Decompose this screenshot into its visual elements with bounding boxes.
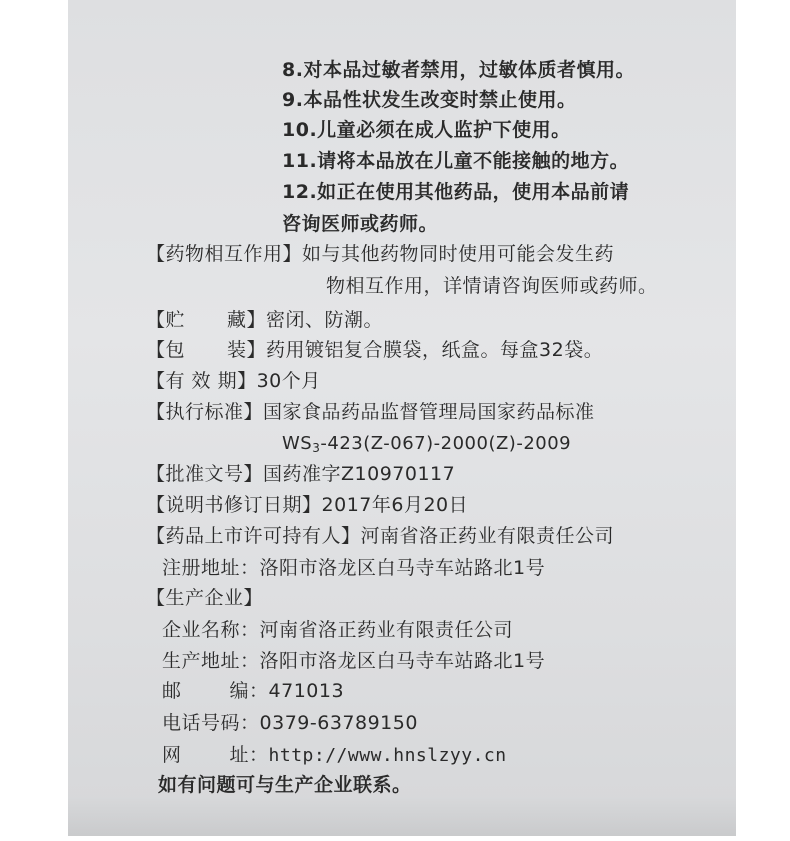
standard-label: 【执行标准】 bbox=[146, 401, 264, 423]
storage-section bbox=[146, 308, 383, 332]
validity-section bbox=[146, 369, 321, 393]
standard-ws-rest: -423(Z-067)-2000(Z)-2009 bbox=[320, 433, 572, 454]
paper-edge-shadow bbox=[68, 796, 736, 836]
warning-item-9: 9.本品性状发生改变时禁止使用。 bbox=[282, 89, 577, 111]
contact-note: 如有问题可与生产企业联系。 bbox=[158, 774, 412, 796]
validity-value: 30个月 bbox=[256, 370, 321, 392]
postcode-value: 471013 bbox=[268, 680, 345, 702]
interaction-text-line2: 物相互作用，详情请咨询医师或药师。 bbox=[326, 275, 658, 297]
revision-section bbox=[146, 493, 468, 517]
standard-ws-code bbox=[282, 432, 571, 460]
interaction-label: 【药物相互作用】 bbox=[146, 243, 303, 265]
manufacturer-postcode bbox=[162, 679, 344, 703]
package-label-open: 【包 bbox=[146, 339, 186, 361]
warning-item-8: 8.对本品过敏者禁用，过敏体质者慎用。 bbox=[282, 59, 635, 81]
validity-label: 【有 效 期】 bbox=[146, 370, 257, 392]
warning-item-12-line1: 12.如正在使用其他药品，使用本品前请 bbox=[282, 181, 630, 203]
warning-item-12-line2: 咨询医师或药师。 bbox=[282, 213, 439, 235]
website-label-b: 址： bbox=[229, 744, 269, 766]
interaction-section bbox=[146, 242, 614, 266]
package-value: 药用镀铝复合膜袋，纸盒。每盒32袋。 bbox=[266, 339, 604, 361]
website-value: http://www.hnslzyy.cn bbox=[268, 745, 507, 766]
storage-label-open: 【贮 bbox=[146, 309, 186, 331]
interaction-text-line1: 如与其他药物同时使用可能会发生药 bbox=[302, 243, 615, 265]
holder-address-value: 洛阳市洛龙区白马寺车站路北1号 bbox=[259, 557, 546, 579]
revision-label: 【说明书修订日期】 bbox=[146, 494, 322, 516]
manufacturer-address bbox=[162, 649, 545, 673]
website-label-a: 网 bbox=[162, 744, 182, 766]
standard-ws-prefix: WS bbox=[282, 433, 313, 454]
standard-ws-sub: 3 bbox=[312, 441, 321, 455]
manufacturer-address-label: 生产地址： bbox=[162, 650, 260, 672]
storage-label-close: 藏】 bbox=[227, 309, 267, 331]
postcode-label-a: 邮 bbox=[162, 680, 182, 702]
warning-item-10: 10.儿童必须在成人监护下使用。 bbox=[282, 119, 571, 141]
standard-section bbox=[146, 400, 595, 424]
package-section bbox=[146, 338, 603, 362]
approval-section bbox=[146, 462, 455, 486]
manufacturer-name-label: 企业名称： bbox=[162, 619, 260, 641]
revision-value: 2017年6月20日 bbox=[321, 494, 469, 516]
approval-value: 国药准字Z10970117 bbox=[263, 463, 456, 485]
storage-value: 密闭、防潮。 bbox=[266, 309, 384, 331]
manufacturer-website bbox=[162, 743, 507, 768]
manufacturer-phone bbox=[162, 711, 418, 735]
manufacturer-name-value: 河南省洛正药业有限责任公司 bbox=[259, 619, 514, 641]
warning-item-11: 11.请将本品放在儿童不能接触的地方。 bbox=[282, 150, 630, 172]
approval-label: 【批准文号】 bbox=[146, 463, 264, 485]
holder-value: 河南省洛正药业有限责任公司 bbox=[360, 525, 615, 547]
package-label-close: 装】 bbox=[227, 339, 267, 361]
holder-address bbox=[162, 556, 545, 580]
phone-label: 电话号码： bbox=[162, 712, 260, 734]
phone-value: 0379-63789150 bbox=[259, 712, 418, 734]
manufacturer-name bbox=[162, 618, 513, 642]
manufacturer-label: 【生产企业】 bbox=[146, 587, 264, 609]
standard-value-line1: 国家食品药品监督管理局国家药品标准 bbox=[263, 401, 595, 423]
manufacturer-address-value: 洛阳市洛龙区白马寺车站路北1号 bbox=[259, 650, 546, 672]
holder-address-label: 注册地址： bbox=[162, 557, 260, 579]
postcode-label-b: 编： bbox=[229, 680, 269, 702]
holder-label: 【药品上市许可持有人】 bbox=[146, 525, 361, 547]
holder-section bbox=[146, 524, 614, 548]
